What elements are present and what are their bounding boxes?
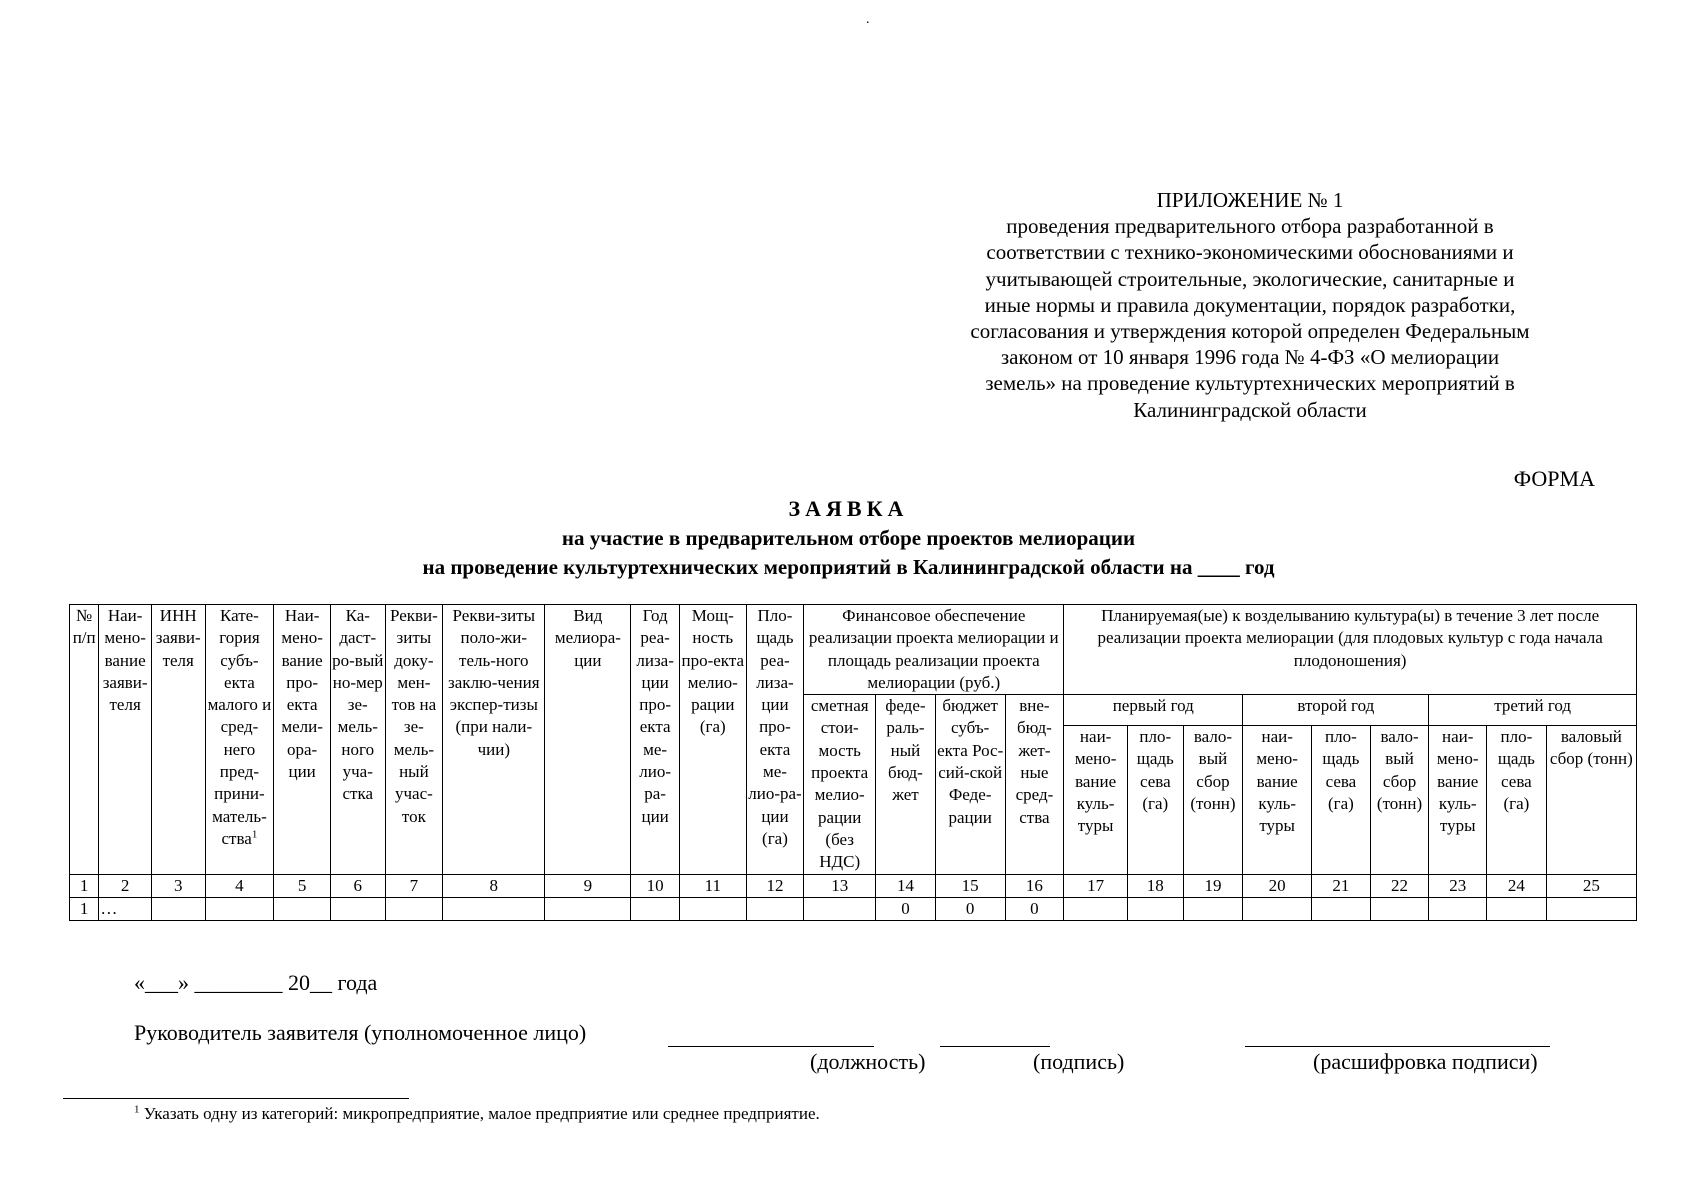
- col-header: Наи-мено-вание заяви-теля: [99, 605, 152, 875]
- col-header: Вид мелиора-ции: [545, 605, 631, 875]
- crop-col-header: наи-мено-вание куль-туры: [1429, 725, 1487, 874]
- col-header: Пло-щадь реа-лиза-ции про-екта ме-лио-ра-ции (га): [746, 605, 804, 875]
- column-number: 15: [935, 874, 1005, 897]
- crops-group-header: Планируемая(ые) к возделыванию культура(ы) в течение 3 лет после реализации проекта мелиорации (для плодовых культур с года начала плодоношения): [1064, 605, 1637, 695]
- col-header: Наи-мено-вание про-екта мели-ора-ции: [274, 605, 331, 875]
- col-header: Ка-даст-ро-вый но-мер зе-мель-ного уча-стка: [330, 605, 385, 875]
- crop-col-header: наи-мено-вание куль-туры: [1064, 725, 1128, 874]
- col-header: ИНН заяви-теля: [151, 605, 205, 875]
- finance-group-header: Финансовое обеспечение реализации проекта мелиорации и площадь реализации проекта мелиорации (руб.): [804, 605, 1064, 695]
- appendix-line: учитывающей строительные, экологические, санитарные и: [985, 266, 1515, 291]
- column-number: 20: [1243, 874, 1312, 897]
- year-header: второй год: [1243, 695, 1429, 726]
- title-line-2: на проведение культуртехнических мероприятий в Калининградской области на ____ год: [422, 555, 1275, 579]
- column-number: 22: [1370, 874, 1429, 897]
- title-line-1: на участие в предварительном отборе проектов мелиорации: [561, 526, 1136, 550]
- crop-col-header: пло-щадь сева (га): [1312, 725, 1371, 874]
- table-cell: [1312, 897, 1371, 920]
- year-header: третий год: [1429, 695, 1637, 726]
- year-header: первый год: [1064, 695, 1243, 726]
- finance-col-header: вне-бюд-жет-ные сред-ства: [1005, 695, 1064, 874]
- form-label: ФОРМА: [1513, 466, 1595, 491]
- table-cell: [804, 897, 876, 920]
- table-cell: [1370, 897, 1429, 920]
- appendix-line: иные нормы и правила документации, порядок разработки,: [984, 292, 1516, 317]
- appendix-line: земель» на проведение культуртехнических мероприятий в: [985, 371, 1515, 396]
- decoding-caption: (расшифровка подписи): [1313, 1049, 1538, 1074]
- table-cell: [151, 897, 205, 920]
- footnote: [134, 1104, 820, 1124]
- appendix-line: проведения предварительного отбора разработанной в: [1006, 214, 1494, 239]
- column-number: 5: [274, 874, 331, 897]
- column-number: 3: [151, 874, 205, 897]
- col-header: № п/п: [70, 605, 99, 875]
- crop-col-header: наи-мено-вание куль-туры: [1243, 725, 1312, 874]
- appendix-line: согласования и утверждения которой определен Федеральным: [970, 319, 1530, 344]
- finance-col-header: сметная стои-мость проекта мелио-рации (без НДС): [804, 695, 876, 874]
- footnote-number: 1: [134, 1103, 140, 1116]
- footnote-rule: [63, 1098, 409, 1099]
- decoding-line: [1245, 1046, 1550, 1047]
- finance-col-header: феде-раль-ный бюд-жет: [876, 695, 936, 874]
- table-row: [70, 897, 1637, 920]
- application-table: [69, 604, 1637, 921]
- col-header: Рекви-зиты поло-жи-тель-ного заклю-чения экспер-тизы (при нали-чии): [443, 605, 545, 875]
- appendix-line: законом от 10 января 1996 года № 4-ФЗ «О мелиорации: [1000, 345, 1500, 370]
- column-number: 1: [70, 874, 99, 897]
- position-line: [668, 1046, 874, 1047]
- table-cell: [1429, 897, 1487, 920]
- column-number: 16: [1005, 874, 1064, 897]
- col-header: Рекви-зиты доку-мен-тов на зе-мель-ный учас-ток: [385, 605, 443, 875]
- appendix-header: [900, 187, 1600, 423]
- column-number: 21: [1312, 874, 1371, 897]
- column-number: 8: [443, 874, 545, 897]
- table-cell: …: [99, 897, 152, 920]
- column-number: 17: [1064, 874, 1128, 897]
- table-cell: [1487, 897, 1547, 920]
- table-cell: [1546, 897, 1636, 920]
- signature-caption: (подпись): [1033, 1049, 1125, 1074]
- footnote-text: Указать одну из категорий: микропредприятие, малое предприятие или среднее предприятие.: [143, 1104, 820, 1123]
- crop-col-header: пло-щадь сева (га): [1487, 725, 1547, 874]
- column-number-row: [70, 874, 1637, 897]
- column-number: 25: [1546, 874, 1636, 897]
- table-cell: [679, 897, 746, 920]
- table-cell: [1183, 897, 1243, 920]
- column-number: 4: [205, 874, 274, 897]
- column-number: 7: [385, 874, 443, 897]
- table-cell: [1243, 897, 1312, 920]
- column-number: 13: [804, 874, 876, 897]
- crop-col-header: вало-вый сбор (тонн): [1370, 725, 1429, 874]
- crop-col-header: пло-щадь сева (га): [1127, 725, 1183, 874]
- column-number: 9: [545, 874, 631, 897]
- column-number: 24: [1487, 874, 1547, 897]
- table-cell: [274, 897, 331, 920]
- crop-col-header: вало-вый сбор (тонн): [1183, 725, 1243, 874]
- appendix-title: ПРИЛОЖЕНИЕ № 1: [1156, 188, 1344, 212]
- table-cell: 0: [1005, 897, 1064, 920]
- appendix-line: соответствии с технико-экономическими обоснованиями и: [986, 240, 1514, 265]
- table-cell: 0: [935, 897, 1005, 920]
- title-main: ЗАЯВКА: [788, 496, 909, 521]
- finance-col-header: бюджет субъ-екта Рос-сий-ской Феде-рации: [935, 695, 1005, 874]
- appendix-line: Калининградской области: [1133, 397, 1367, 422]
- table-cell: [1064, 897, 1128, 920]
- crop-col-header: валовый сбор (тонн): [1546, 725, 1636, 874]
- date-line: «___» ________ 20__ года: [134, 970, 378, 995]
- table-cell: [205, 897, 274, 920]
- top-mark: .: [866, 12, 870, 27]
- table-cell: [330, 897, 385, 920]
- column-number: 10: [631, 874, 680, 897]
- table-cell: [746, 897, 804, 920]
- table-cell: [443, 897, 545, 920]
- signature-line: [940, 1046, 1050, 1047]
- table-cell: [1127, 897, 1183, 920]
- column-number: 2: [99, 874, 152, 897]
- position-caption: (должность): [810, 1049, 926, 1074]
- column-number: 18: [1127, 874, 1183, 897]
- column-number: 19: [1183, 874, 1243, 897]
- column-number: 6: [330, 874, 385, 897]
- signer-label: Руководитель заявителя (уполномоченное лицо): [134, 1020, 587, 1045]
- col-header: Мощ-ность про-екта мелио-рации (га): [679, 605, 746, 875]
- column-number: 14: [876, 874, 936, 897]
- col-header-category: Кате-гория субъ-екта малого и сред-него пред-прини-матель-ства$^1$: [205, 605, 274, 875]
- table-cell: [385, 897, 443, 920]
- table-cell: 1: [70, 897, 99, 920]
- footnote-mark: 1: [251, 828, 258, 841]
- column-number: 12: [746, 874, 804, 897]
- table-cell: [545, 897, 631, 920]
- table-cell: 0: [876, 897, 936, 920]
- table-cell: [631, 897, 680, 920]
- column-number: 23: [1429, 874, 1487, 897]
- col-header: Год реа-лиза-ции про-екта ме-лио-ра-ции: [631, 605, 680, 875]
- column-number: 11: [679, 874, 746, 897]
- document-title: [0, 494, 1697, 582]
